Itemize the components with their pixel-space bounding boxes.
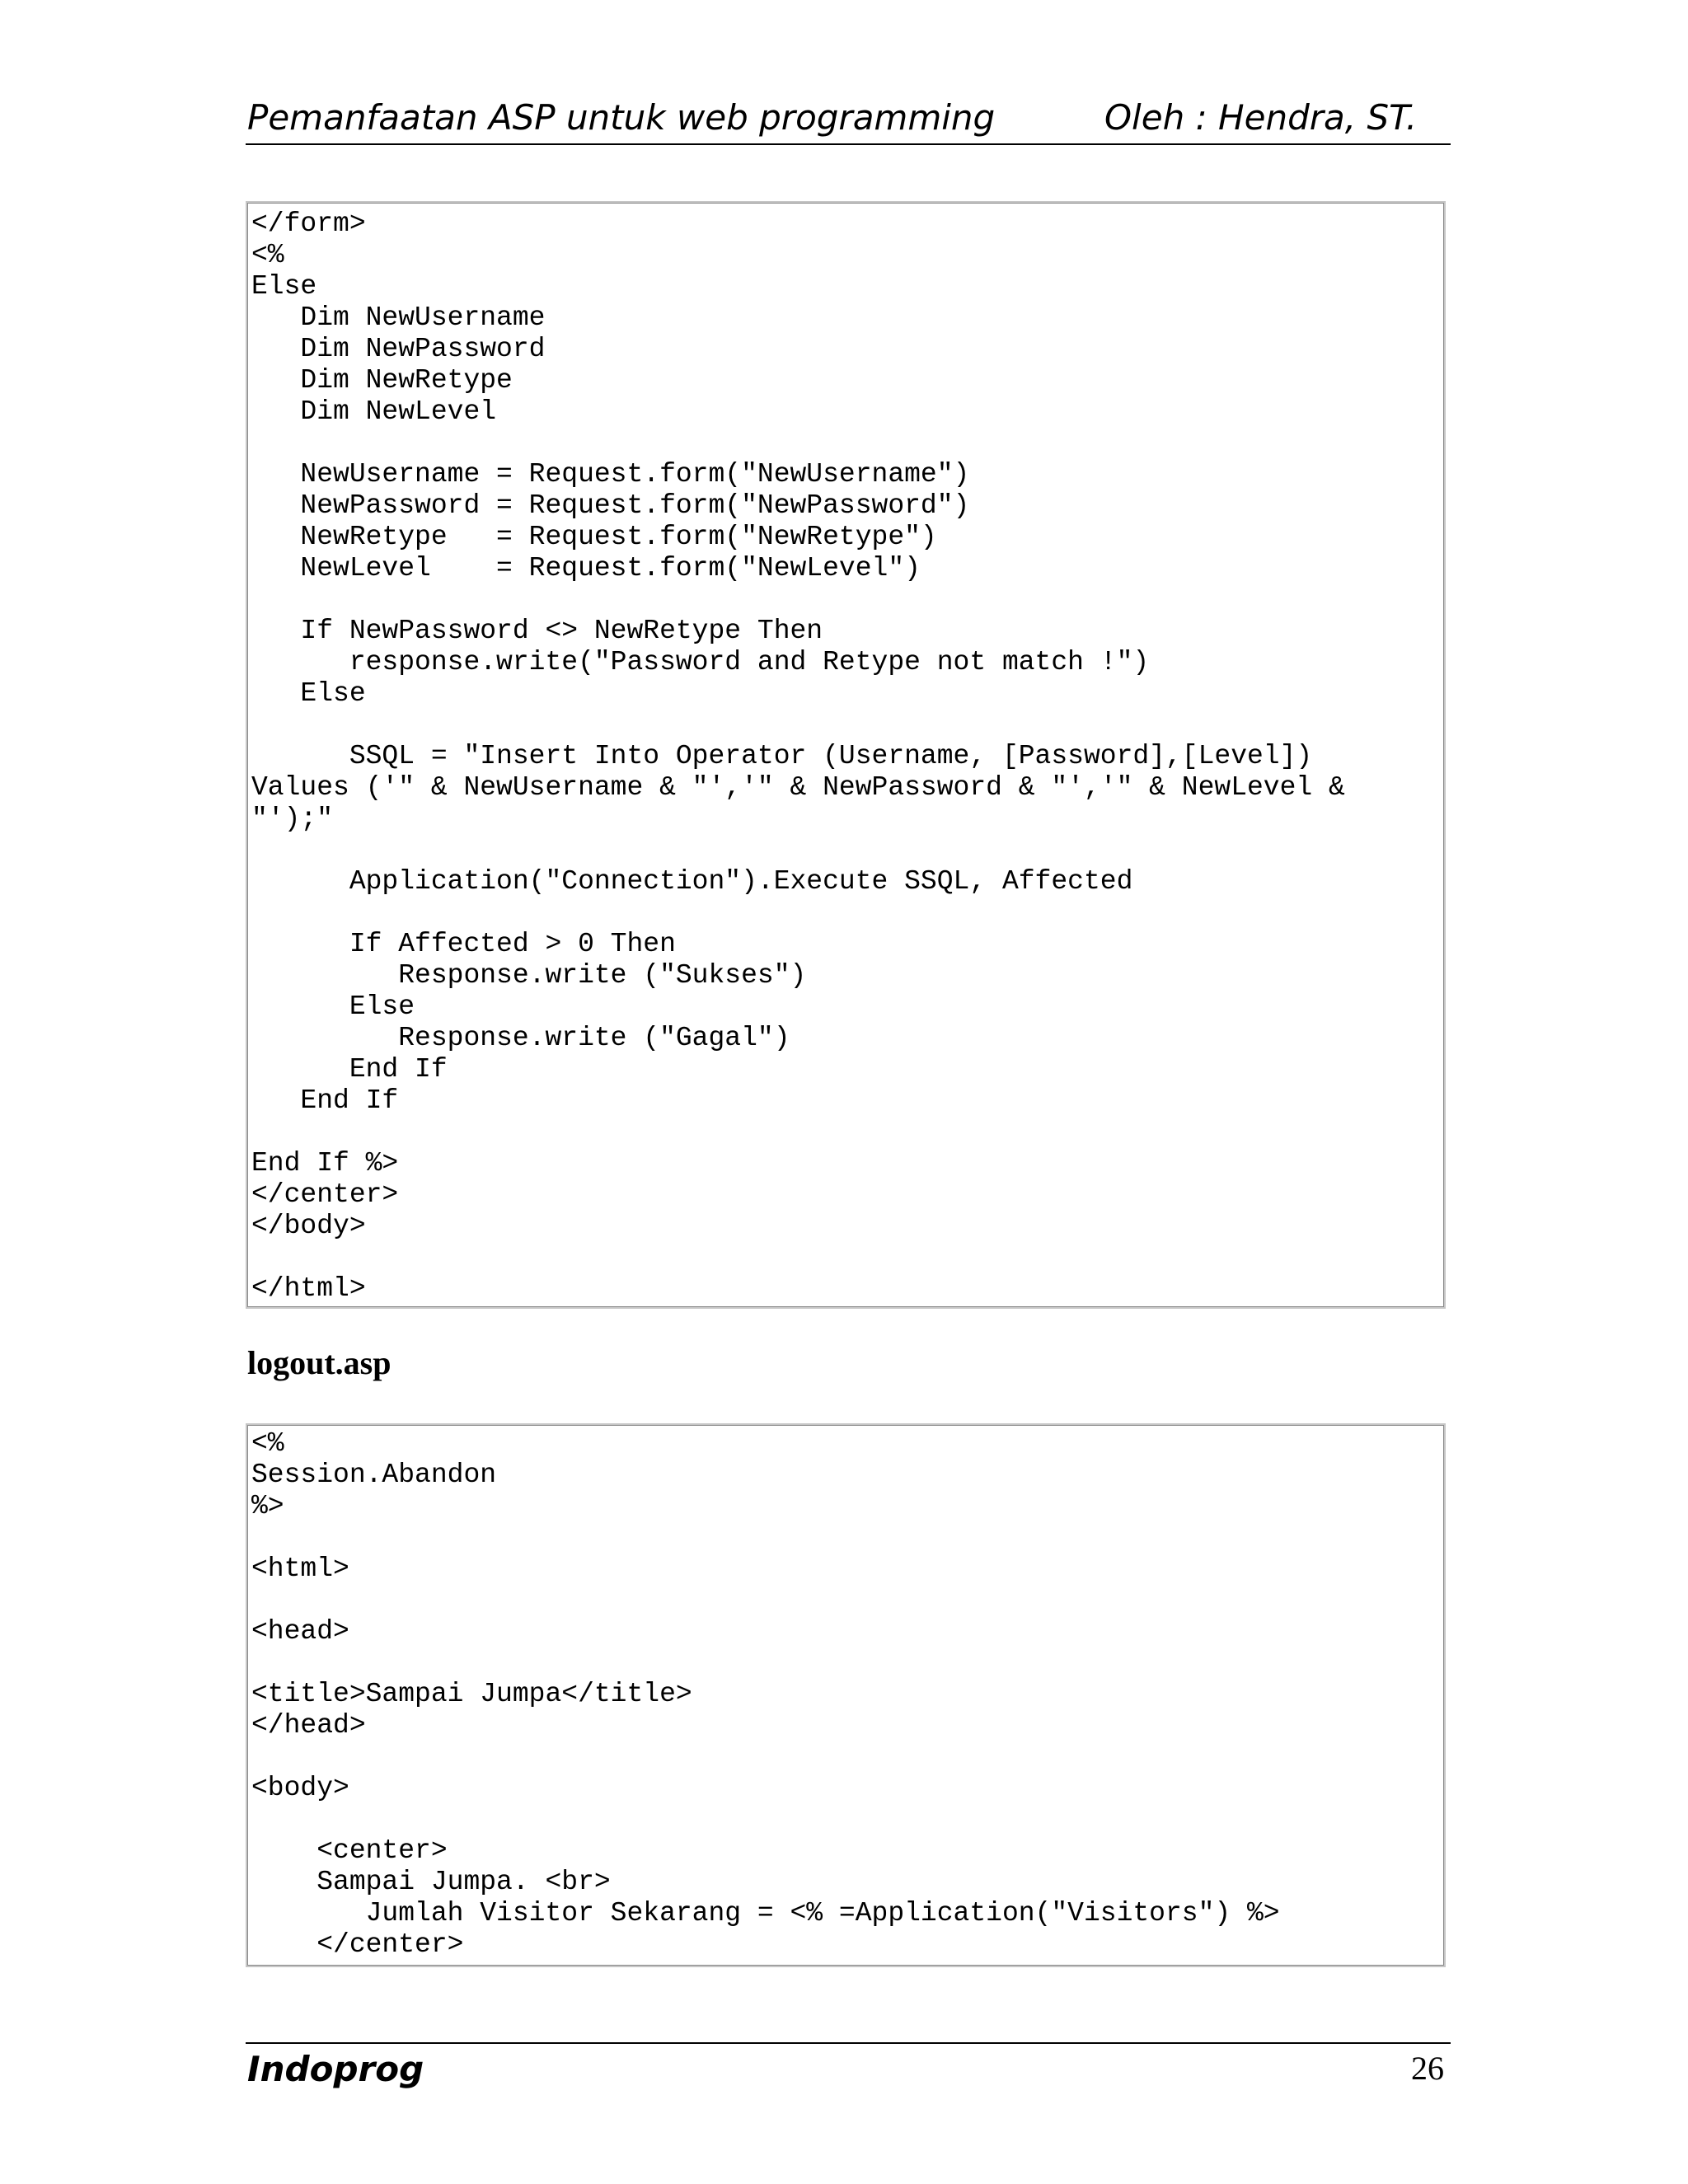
code-block-registration bbox=[246, 201, 1446, 1309]
page-number: 26 bbox=[1411, 2050, 1444, 2087]
code-block-logout bbox=[246, 1423, 1446, 1967]
author-credit: Oleh : Hendra, ST. bbox=[1104, 97, 1418, 138]
page-footer bbox=[246, 2042, 1451, 2092]
document-title: Pemanfaatan ASP untuk web programming bbox=[247, 97, 996, 138]
code-listing: </form> <% Else Dim NewUsername Dim NewPassword Dim NewRetype Dim NewLevel NewUsername = Request.form("NewUsername") NewPassword = Request.form("NewPassword") NewRetype = Request.form("NewRetype") NewLevel = Request.form("NewLevel") If NewPassword <> NewRetype Then response.write("Password and Retype not match !") Else SSQL = "Insert Into Operator (Username, [Password],[Level]) Values ('" & NewUsername & "','" & NewPassword & "','" & NewLevel & "');" Application("Connection").Execute SSQL, Affected If Affected > 0 Then Response.write ("Sukses") Else Response.write ("Gagal") End If End If End If %> </center> </body> </html> bbox=[251, 209, 1345, 1304]
footer-brand: Indoprog bbox=[247, 2049, 424, 2089]
section-heading: logout.asp bbox=[247, 1344, 392, 1381]
code-listing: <% Session.Abandon %> <html> <head> <title>Sampai Jumpa</title> </head> <body> <center> Sampai Jumpa. <br> Jumlah Visitor Sekarang = <% =Application("Visitors") %> </center> bbox=[251, 1428, 1280, 1960]
page-header bbox=[246, 96, 1451, 145]
